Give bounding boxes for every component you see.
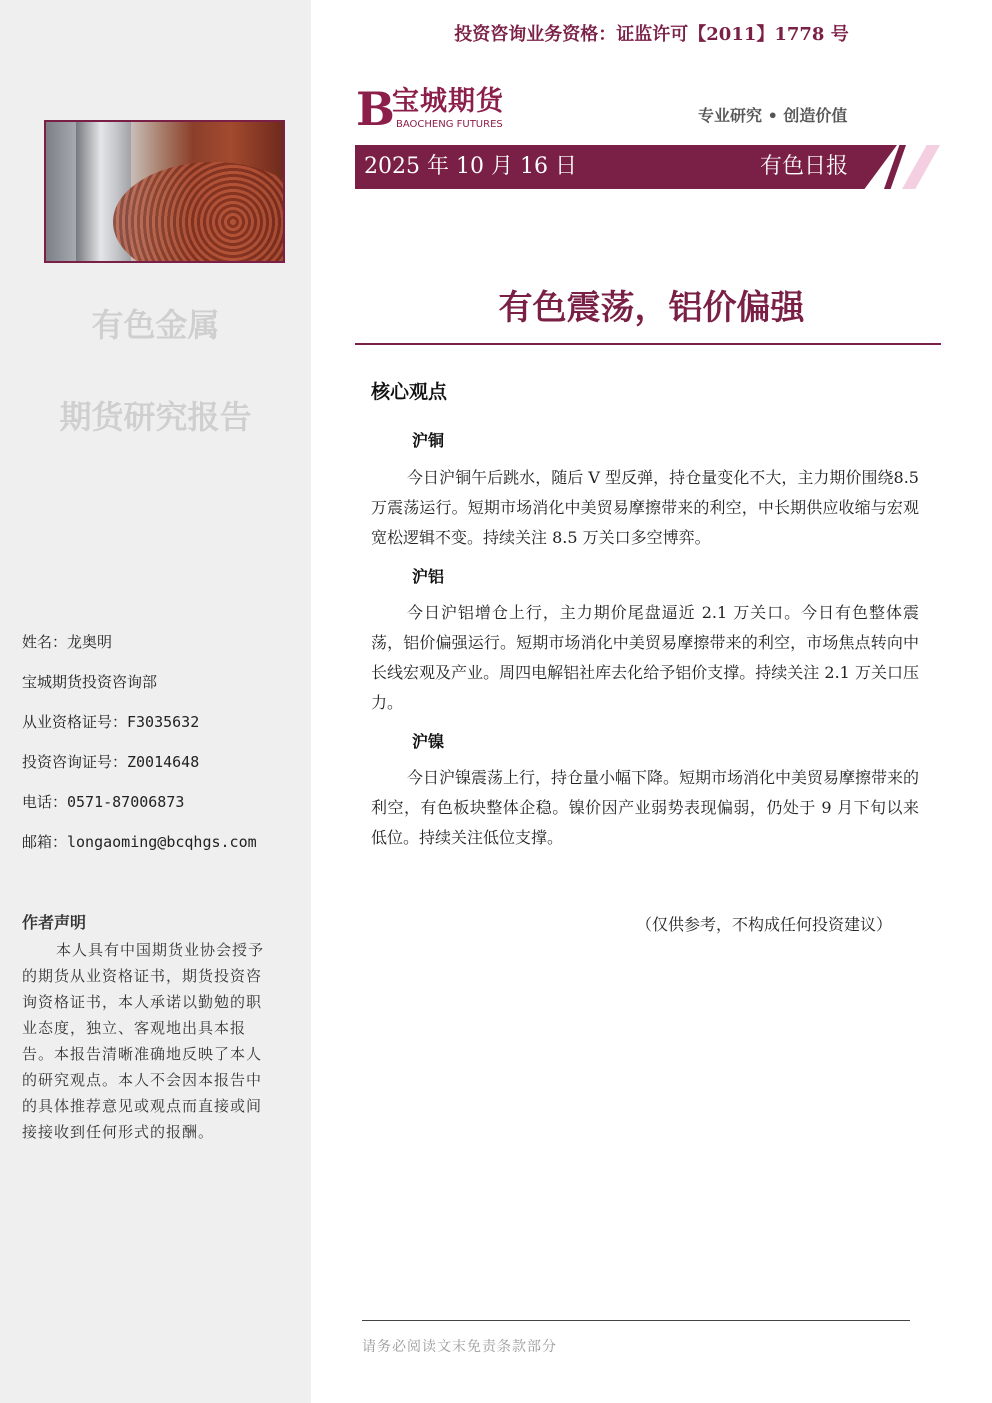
declaration-body: 本人具有中国期货业协会授予的期货从业资格证书，期货投资咨询资格证书，本人承诺以勤勉的职业态度，独立、客观地出具本报告。本报告清晰准确地反映了本人的研究观点。本人不会因本报告中的具体推荐意见或观点而直接或间接接收到任何形式的报酬。 bbox=[22, 941, 265, 1141]
logo-english-name: BAOCHENG FUTURES bbox=[396, 119, 503, 130]
cover-image bbox=[44, 120, 285, 263]
disclaimer: （仅供参考，不构成任何投资建议） bbox=[636, 915, 893, 934]
slogan: 专业研究 • 创造价值 bbox=[698, 106, 848, 125]
company-logo bbox=[356, 82, 531, 136]
aluminum-heading: 沪铝 bbox=[412, 567, 445, 586]
sidebar-title-category: 有色金属 bbox=[91, 306, 220, 344]
logo-chinese-name: 宝城期货 bbox=[392, 86, 504, 117]
report-type: 有色日报 bbox=[760, 154, 849, 179]
author-email: 邮箱：longaoming@bcqhgs.com bbox=[22, 833, 257, 851]
title-divider bbox=[355, 343, 941, 345]
banner-stripe-light bbox=[902, 145, 940, 189]
report-date: 2025 年 10 月 16 日 bbox=[364, 154, 577, 179]
author-phone: 电话：0571-87006873 bbox=[22, 793, 185, 811]
footer-divider bbox=[362, 1320, 910, 1321]
report-title: 有色震荡，铝价偏强 bbox=[498, 288, 805, 328]
nickel-paragraph: 今日沪镍震荡上行，持仓量小幅下降。短期市场消化中美贸易摩擦带来的利空，有色板块整体企稳。镍价因产业弱势表现偏弱，仍处于 9 月下旬以来低位。持续关注低位支撑。 bbox=[371, 768, 920, 847]
author-consulting-id: 投资咨询证号：Z0014648 bbox=[22, 753, 200, 771]
nickel-heading: 沪镍 bbox=[412, 732, 445, 751]
author-qualification-id: 从业资格证号：F3035632 bbox=[22, 713, 200, 731]
cover-coil-shape bbox=[113, 162, 285, 263]
author-department: 宝城期货投资咨询部 bbox=[22, 673, 158, 691]
license-text: 投资咨询业务资格：证监许可【2011】1778 号 bbox=[454, 24, 849, 45]
author-name: 姓名：龙奥明 bbox=[22, 633, 113, 651]
sidebar-title-report: 期货研究报告 bbox=[59, 398, 252, 436]
sidebar bbox=[0, 0, 311, 1403]
declaration-title: 作者声明 bbox=[22, 913, 87, 932]
aluminum-paragraph: 今日沪铝增仓上行，主力期价尾盘逼近 2.1 万关口。今日有色整体震荡，铝价偏强运行。短期市场消化中美贸易摩擦带来的利空，市场焦点转向中长线宏观及产业。周四电解铝社库去化给予铝价支撑。持续关注 2.1 万关口压力。 bbox=[371, 603, 919, 712]
core-view-heading: 核心观点 bbox=[371, 381, 448, 403]
copper-heading: 沪铜 bbox=[412, 431, 445, 450]
copper-paragraph: 今日沪铜午后跳水，随后 V 型反弹，持仓量变化不大，主力期价围绕8.5万震荡运行。短期市场消化中美贸易摩擦带来的利空，中长期供应收缩与宏观宽松逻辑不变。持续关注 8.5 万关口多空博弈。 bbox=[371, 468, 919, 547]
footer-note: 请务必阅读文末免责条款部分 bbox=[362, 1339, 557, 1355]
author-contact bbox=[22, 630, 302, 870]
logo-mark: B bbox=[356, 82, 395, 136]
